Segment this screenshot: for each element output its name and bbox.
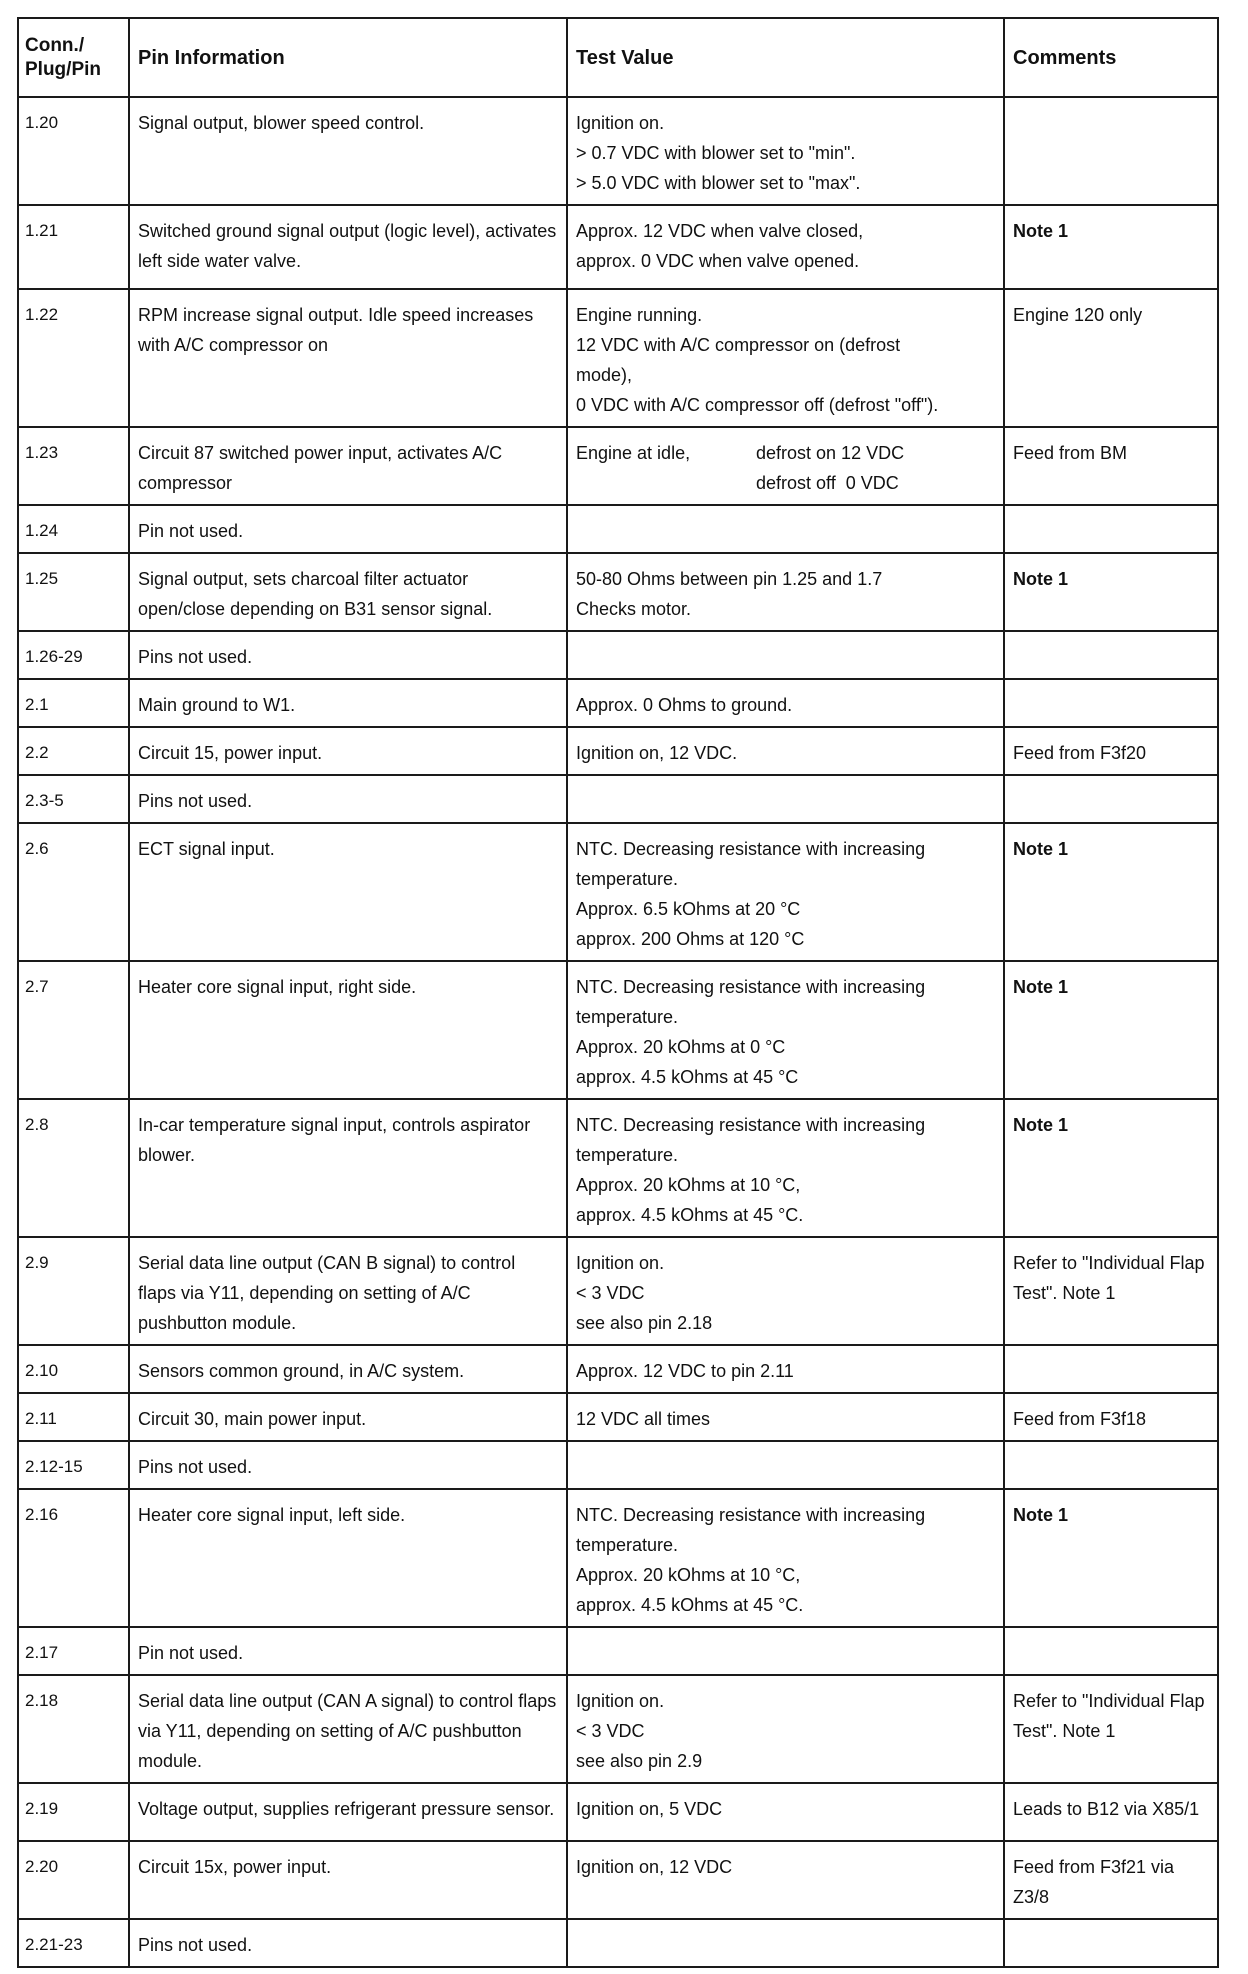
test-line: NTC. Decreasing resistance with increasing [576, 839, 926, 859]
pin-test-table [17, 17, 1219, 1968]
test-line: temperature. [576, 1535, 679, 1555]
test-line: Approx. 12 VDC when valve closed, [576, 221, 864, 241]
test-line: Ignition on, 12 VDC. [576, 743, 738, 763]
pin-information-cell: Signal output, blower speed control. [129, 97, 567, 205]
test-value-cell [567, 553, 1004, 631]
comments-cell: Engine 120 only [1004, 289, 1218, 427]
test-line: > 5.0 VDC with blower set to "max". [576, 173, 861, 193]
test-line: Approx. 20 kOhms at 0 °C [576, 1037, 786, 1057]
pin-cell: 2.3-5 [18, 775, 129, 823]
comments-cell [1004, 631, 1218, 679]
table-row [18, 679, 1218, 727]
test-value-cell [567, 1489, 1004, 1627]
pin-information-cell: RPM increase signal output. Idle speed increases with A/C compressor on [129, 289, 567, 427]
test-line: temperature. [576, 1145, 679, 1165]
pin-cell: 2.21-23 [18, 1919, 129, 1967]
test-value-cell [567, 1441, 1004, 1489]
test-value-cell [567, 205, 1004, 289]
table-row [18, 97, 1218, 205]
test-value-cell [567, 1237, 1004, 1345]
comments-cell: Refer to "Individual Flap Test". Note 1 [1004, 1675, 1218, 1783]
comments-cell: Feed from BM [1004, 427, 1218, 505]
table-row [18, 1675, 1218, 1783]
table-row [18, 1783, 1218, 1841]
table-row [18, 1627, 1218, 1675]
pin-information-cell: Circuit 15, power input. [129, 727, 567, 775]
pin-cell: 2.20 [18, 1841, 129, 1919]
test-value-cell [567, 1345, 1004, 1393]
test-value-cell [567, 1393, 1004, 1441]
test-line: defrost off 0 VDC [756, 473, 899, 493]
comments-cell [1004, 679, 1218, 727]
header-pin-information: Pin Information [129, 18, 567, 97]
pin-information-cell: Pin not used. [129, 1627, 567, 1675]
test-value-cell [567, 427, 1004, 505]
table-row [18, 1237, 1218, 1345]
comments-cell [1004, 1345, 1218, 1393]
test-line: temperature. [576, 1007, 679, 1027]
pin-cell: 1.26-29 [18, 631, 129, 679]
pin-information-cell: Pins not used. [129, 1919, 567, 1967]
table-row [18, 727, 1218, 775]
test-line: < 3 VDC [576, 1721, 645, 1741]
table-row [18, 775, 1218, 823]
test-line: Ignition on, 12 VDC [576, 1857, 733, 1877]
comments-cell [1004, 1627, 1218, 1675]
comments-cell: Note 1 [1004, 553, 1218, 631]
table-row [18, 1099, 1218, 1237]
pin-cell: 2.9 [18, 1237, 129, 1345]
comments-cell [1004, 505, 1218, 553]
test-line: approx. 4.5 kOhms at 45 °C [576, 1067, 799, 1087]
pin-information-cell: Pins not used. [129, 775, 567, 823]
pin-information-cell: ECT signal input. [129, 823, 567, 961]
table-row [18, 1919, 1218, 1967]
header-row [18, 18, 1218, 97]
test-line: Approx. 12 VDC to pin 2.11 [576, 1361, 794, 1381]
test-value-cell [567, 961, 1004, 1099]
table-row [18, 505, 1218, 553]
test-value-cell [567, 727, 1004, 775]
pin-cell: 2.12-15 [18, 1441, 129, 1489]
table-row [18, 205, 1218, 289]
test-line: temperature. [576, 869, 679, 889]
test-line: NTC. Decreasing resistance with increasing [576, 1505, 926, 1525]
pin-information-cell: Main ground to W1. [129, 679, 567, 727]
test-line: approx. 4.5 kOhms at 45 °C. [576, 1595, 804, 1615]
test-value-cell [567, 1783, 1004, 1841]
test-line: Approx. 0 Ohms to ground. [576, 695, 793, 715]
pin-information-cell: Serial data line output (CAN B signal) to control flaps via Y11, depending on setting of A/C pushbutton module. [129, 1237, 567, 1345]
test-line: approx. 4.5 kOhms at 45 °C. [576, 1205, 804, 1225]
pin-information-cell: Pins not used. [129, 1441, 567, 1489]
test-line: Ignition on. [576, 113, 665, 133]
test-line: Engine running. [576, 305, 703, 325]
pin-cell: 2.6 [18, 823, 129, 961]
test-value-cell [567, 505, 1004, 553]
pin-information-cell: Switched ground signal output (logic level), activates left side water valve. [129, 205, 567, 289]
test-line: < 3 VDC [576, 1283, 645, 1303]
test-value-cell [567, 679, 1004, 727]
test-value-cell [567, 1099, 1004, 1237]
test-line: see also pin 2.9 [576, 1751, 703, 1771]
pin-information-cell: Pins not used. [129, 631, 567, 679]
test-value-cell [567, 289, 1004, 427]
pin-cell: 1.22 [18, 289, 129, 427]
test-line: NTC. Decreasing resistance with increasing [576, 1115, 926, 1135]
header-conn: Conn./ Plug/Pin [18, 18, 129, 97]
pin-information-cell: Heater core signal input, left side. [129, 1489, 567, 1627]
pin-cell: 1.21 [18, 205, 129, 289]
test-line: > 0.7 VDC with blower set to "min". [576, 143, 856, 163]
table-row [18, 1489, 1218, 1627]
test-line: mode), [576, 365, 633, 385]
pin-cell: 2.16 [18, 1489, 129, 1627]
test-value-cell [567, 775, 1004, 823]
pin-cell: 1.23 [18, 427, 129, 505]
comments-cell: Note 1 [1004, 205, 1218, 289]
pin-cell: 1.25 [18, 553, 129, 631]
pin-cell: 2.11 [18, 1393, 129, 1441]
pin-information-cell: Sensors common ground, in A/C system. [129, 1345, 567, 1393]
pin-cell: 2.2 [18, 727, 129, 775]
table-row [18, 1345, 1218, 1393]
pin-cell: 2.8 [18, 1099, 129, 1237]
test-line: defrost on 12 VDC [756, 443, 905, 463]
pin-cell: 2.18 [18, 1675, 129, 1783]
header-test-value: Test Value [567, 18, 1004, 97]
pin-information-cell: Circuit 15x, power input. [129, 1841, 567, 1919]
header-comments: Comments [1004, 18, 1218, 97]
comments-cell: Feed from F3f18 [1004, 1393, 1218, 1441]
test-line: Checks motor. [576, 599, 692, 619]
test-line: approx. 200 Ohms at 120 °C [576, 929, 805, 949]
comments-cell [1004, 775, 1218, 823]
test-value-cell [567, 97, 1004, 205]
table-row [18, 823, 1218, 961]
comments-cell: Note 1 [1004, 823, 1218, 961]
comments-cell [1004, 1441, 1218, 1489]
comments-cell: Feed from F3f21 via Z3/8 [1004, 1841, 1218, 1919]
test-value-cell [567, 1675, 1004, 1783]
table-row [18, 553, 1218, 631]
test-line: Ignition on. [576, 1691, 665, 1711]
table-row [18, 289, 1218, 427]
test-line: 50-80 Ohms between pin 1.25 and 1.7 [576, 569, 883, 589]
comments-cell: Feed from F3f20 [1004, 727, 1218, 775]
pin-cell: 2.10 [18, 1345, 129, 1393]
test-line: approx. 0 VDC when valve opened. [576, 251, 860, 271]
test-line: Approx. 20 kOhms at 10 °C, [576, 1565, 801, 1585]
comments-cell [1004, 97, 1218, 205]
pin-cell: 2.17 [18, 1627, 129, 1675]
test-line: 0 VDC with A/C compressor off (defrost "off"). [576, 395, 939, 415]
pin-information-cell: Circuit 30, main power input. [129, 1393, 567, 1441]
test-line: Ignition on, 5 VDC [576, 1799, 723, 1819]
test-line: Approx. 6.5 kOhms at 20 °C [576, 899, 801, 919]
test-line: Engine at idle, [576, 443, 691, 463]
pin-information-cell: Heater core signal input, right side. [129, 961, 567, 1099]
pin-information-cell: Signal output, sets charcoal filter actuator open/close depending on B31 sensor signal. [129, 553, 567, 631]
comments-cell: Note 1 [1004, 961, 1218, 1099]
pin-information-cell: Voltage output, supplies refrigerant pressure sensor. [129, 1783, 567, 1841]
pin-information-cell: In-car temperature signal input, controls aspirator blower. [129, 1099, 567, 1237]
test-line: NTC. Decreasing resistance with increasing [576, 977, 926, 997]
pin-information-cell: Circuit 87 switched power input, activates A/C compressor [129, 427, 567, 505]
pin-cell: 2.19 [18, 1783, 129, 1841]
pin-cell: 1.20 [18, 97, 129, 205]
comments-cell [1004, 1919, 1218, 1967]
test-line: Ignition on. [576, 1253, 665, 1273]
table-row [18, 1841, 1218, 1919]
table-row [18, 1441, 1218, 1489]
pin-information-cell: Pin not used. [129, 505, 567, 553]
test-value-cell [567, 1919, 1004, 1967]
comments-cell: Note 1 [1004, 1099, 1218, 1237]
test-line: 12 VDC all times [576, 1409, 711, 1429]
idle-test-grid [576, 438, 995, 498]
test-line: Approx. 20 kOhms at 10 °C, [576, 1175, 801, 1195]
test-line: 12 VDC with A/C compressor on (defrost [576, 335, 901, 355]
pin-cell: 2.7 [18, 961, 129, 1099]
table-row [18, 1393, 1218, 1441]
test-value-cell [567, 1841, 1004, 1919]
pin-information-cell: Serial data line output (CAN A signal) to control flaps via Y11, depending on setting of A/C pushbutton module. [129, 1675, 567, 1783]
pin-cell: 1.24 [18, 505, 129, 553]
comments-cell: Note 1 [1004, 1489, 1218, 1627]
test-line: see also pin 2.18 [576, 1313, 713, 1333]
pin-cell: 2.1 [18, 679, 129, 727]
test-value-cell [567, 631, 1004, 679]
table-row [18, 961, 1218, 1099]
table-row [18, 427, 1218, 505]
table-body [18, 97, 1218, 1967]
test-value-cell [567, 1627, 1004, 1675]
table-row [18, 631, 1218, 679]
comments-cell: Refer to "Individual Flap Test". Note 1 [1004, 1237, 1218, 1345]
test-value-cell [567, 823, 1004, 961]
comments-cell: Leads to B12 via X85/1 [1004, 1783, 1218, 1841]
spacer [576, 468, 756, 498]
